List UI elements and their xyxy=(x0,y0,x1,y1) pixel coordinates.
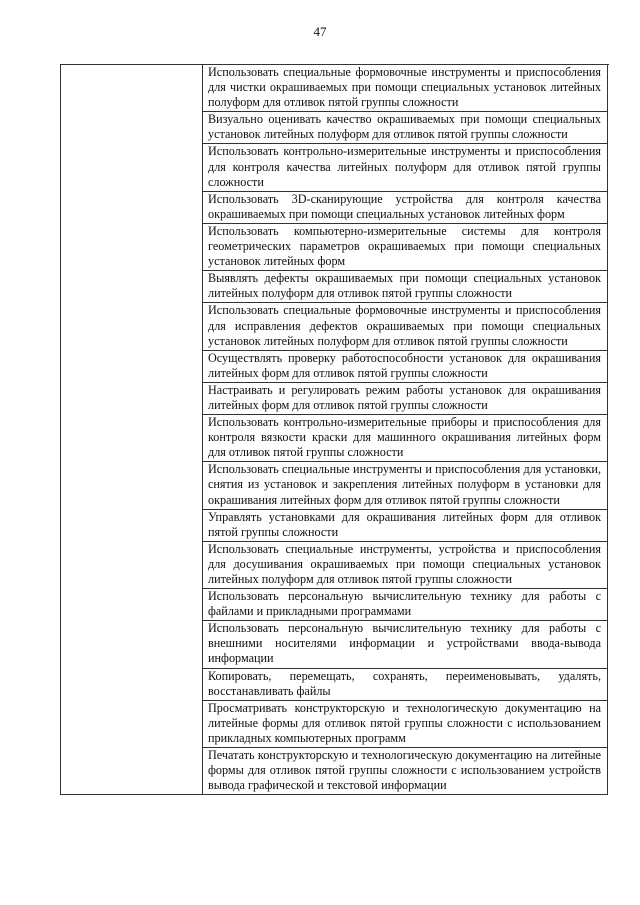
table-row: Использовать компьютерно-измерительные системы для контроля геометрических параметров окрашиваемых при помощи специальных установок литейных форм xyxy=(203,224,608,271)
table-row: Управлять установками для окрашивания литейных форм для отливок пятой группы сложности xyxy=(203,510,608,542)
table-left-cell xyxy=(61,65,203,795)
table-row: Осуществлять проверку работоспособности установок для окрашивания литейных форм для отливок пятой группы сложности xyxy=(203,351,608,383)
table-row: Использовать специальные формовочные инструменты и приспособления для чистки окрашиваемых при помощи специальных установок литейных полуформ для отливок пятой группы сложности xyxy=(203,65,608,112)
skills-table xyxy=(60,64,609,795)
table-row: Использовать контрольно-измерительные приборы и приспособления для контроля вязкости краски для машинного окрашивания литейных форм для отливок пятой группы сложности xyxy=(203,415,608,462)
page-number: 47 xyxy=(313,24,327,39)
table-row: Использовать персональную вычислительную технику для работы с файлами и прикладными программами xyxy=(203,589,608,621)
table-right-column xyxy=(203,65,608,795)
table-row: Копировать, перемещать, сохранять, переименовывать, удалять, восстанавливать файлы xyxy=(203,669,608,701)
table-row: Использовать контрольно-измерительные инструменты и приспособления для контроля качества литейных полуформ для отливок пятой группы сложности xyxy=(203,144,608,191)
table-row: Использовать персональную вычислительную технику для работы с внешними носителями информации и устройствами ввода-вывода информации xyxy=(203,621,608,668)
table-row: Выявлять дефекты окрашиваемых при помощи специальных установок литейных полуформ для отливок пятой группы сложности xyxy=(203,271,608,303)
table-row: Использовать специальные инструменты и приспособления для установки, снятия из установок и закрепления литейных полуформ в установки для окрашивания литейных форм для отливок пятой группы сложности xyxy=(203,462,608,509)
table-row: Использовать специальные инструменты, устройства и приспособления для досушивания окрашиваемых при помощи специальных установок литейных полуформ для отливок пятой группы сложности xyxy=(203,542,608,589)
table-row: Печатать конструкторскую и технологическую документацию на литейные формы для отливок пятой группы сложности с использованием устройств вывода графической и текстовой информации xyxy=(203,748,608,795)
table-row: Просматривать конструкторскую и технологическую документацию на литейные формы для отливок пятой группы сложности с использованием прикладных компьютерных программ xyxy=(203,701,608,748)
table-row: Использовать 3D-сканирующие устройства для контроля качества окрашиваемых при помощи специальных установок литейных форм xyxy=(203,192,608,224)
table-row: Визуально оценивать качество окрашиваемых при помощи специальных установок литейных полуформ для отливок пятой группы сложности xyxy=(203,112,608,144)
table-row: Настраивать и регулировать режим работы установок для окрашивания литейных форм для отливок пятой группы сложности xyxy=(203,383,608,415)
table-row: Использовать специальные формовочные инструменты и приспособления для исправления дефектов окрашиваемых при помощи специальных установок литейных полуформ для отливок пятой группы сложности xyxy=(203,303,608,350)
